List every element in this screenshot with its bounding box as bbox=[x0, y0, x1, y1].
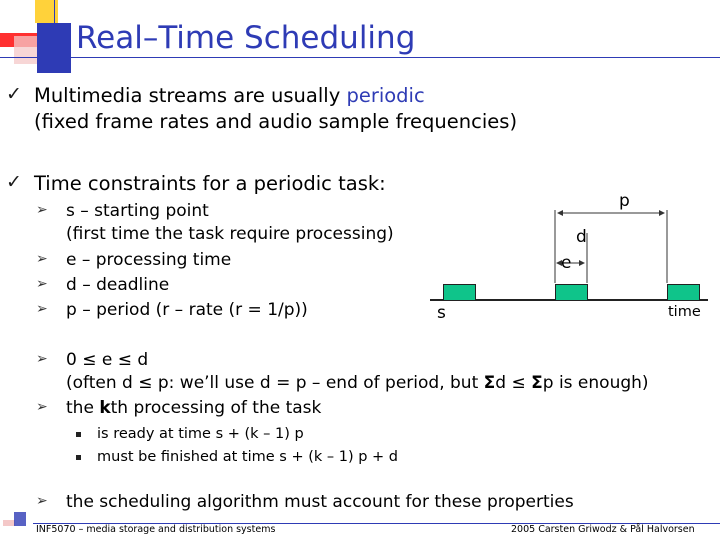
sub-item-s: s – starting point bbox=[66, 201, 209, 221]
diagram-label-p: p bbox=[619, 191, 630, 211]
slide-title: Real–Time Scheduling bbox=[76, 20, 416, 56]
diagram-label-time: time bbox=[668, 304, 701, 320]
scheduling-requirement: the scheduling algorithm must account for these properties bbox=[66, 492, 574, 512]
footer-blue-square bbox=[14, 512, 26, 526]
bullet-2: Time constraints for a periodic task: bbox=[34, 172, 386, 195]
arrow-bullet-icon: ➢ bbox=[36, 276, 48, 292]
arrow-bullet-icon: ➢ bbox=[36, 301, 48, 317]
title-underline bbox=[0, 57, 720, 58]
sub-item-d: d – deadline bbox=[66, 275, 170, 295]
footer-course: INF5070 – media storage and distribution systems bbox=[36, 524, 276, 535]
arrow-bullet-icon: ➢ bbox=[36, 493, 48, 509]
sub-item-e: e – processing time bbox=[66, 250, 232, 270]
arrow-bullet-icon: ➢ bbox=[36, 399, 48, 415]
checkmark-icon: ✓ bbox=[6, 83, 22, 105]
logo-vertical-line bbox=[54, 0, 55, 70]
periodic-highlight: periodic bbox=[346, 84, 425, 107]
arrow-bullet-icon: ➢ bbox=[36, 251, 48, 267]
diagram-label-d: d bbox=[576, 227, 587, 247]
logo-pink-square bbox=[14, 36, 37, 64]
sub-item-p: p – period (r – rate (r = 1/p)) bbox=[66, 300, 308, 320]
diagram-arrows bbox=[430, 195, 710, 300]
square-bullet-icon bbox=[76, 455, 81, 460]
kth-processing: the kth processing of the task bbox=[66, 398, 322, 418]
sub-sub-item-finished: must be finished at time s + (k – 1) p + d bbox=[97, 449, 398, 465]
sub-sub-item-ready: is ready at time s + (k – 1) p bbox=[97, 426, 304, 442]
checkmark-icon: ✓ bbox=[6, 171, 22, 193]
inequality-line: 0 ≤ e ≤ d bbox=[66, 350, 149, 370]
arrow-bullet-icon: ➢ bbox=[36, 202, 48, 218]
inequality-note: (often d ≤ p: we’ll use d = p – end of period, but Σd ≤ Σp is enough) bbox=[66, 373, 649, 393]
diagram-label-s: s bbox=[437, 303, 446, 323]
diagram-label-e: e bbox=[561, 253, 572, 273]
bullet-1-line-1 bbox=[34, 84, 425, 108]
bullet-1-line-2: (fixed frame rates and audio sample frequencies) bbox=[34, 110, 518, 133]
footer-authors: 2005 Carsten Griwodz & Pål Halvorsen bbox=[511, 524, 695, 535]
sub-item-s-detail: (first time the task require processing) bbox=[66, 224, 394, 244]
bullet-1-text: Multimedia streams are usually bbox=[34, 84, 347, 107]
arrow-bullet-icon: ➢ bbox=[36, 351, 48, 367]
square-bullet-icon bbox=[76, 432, 81, 437]
